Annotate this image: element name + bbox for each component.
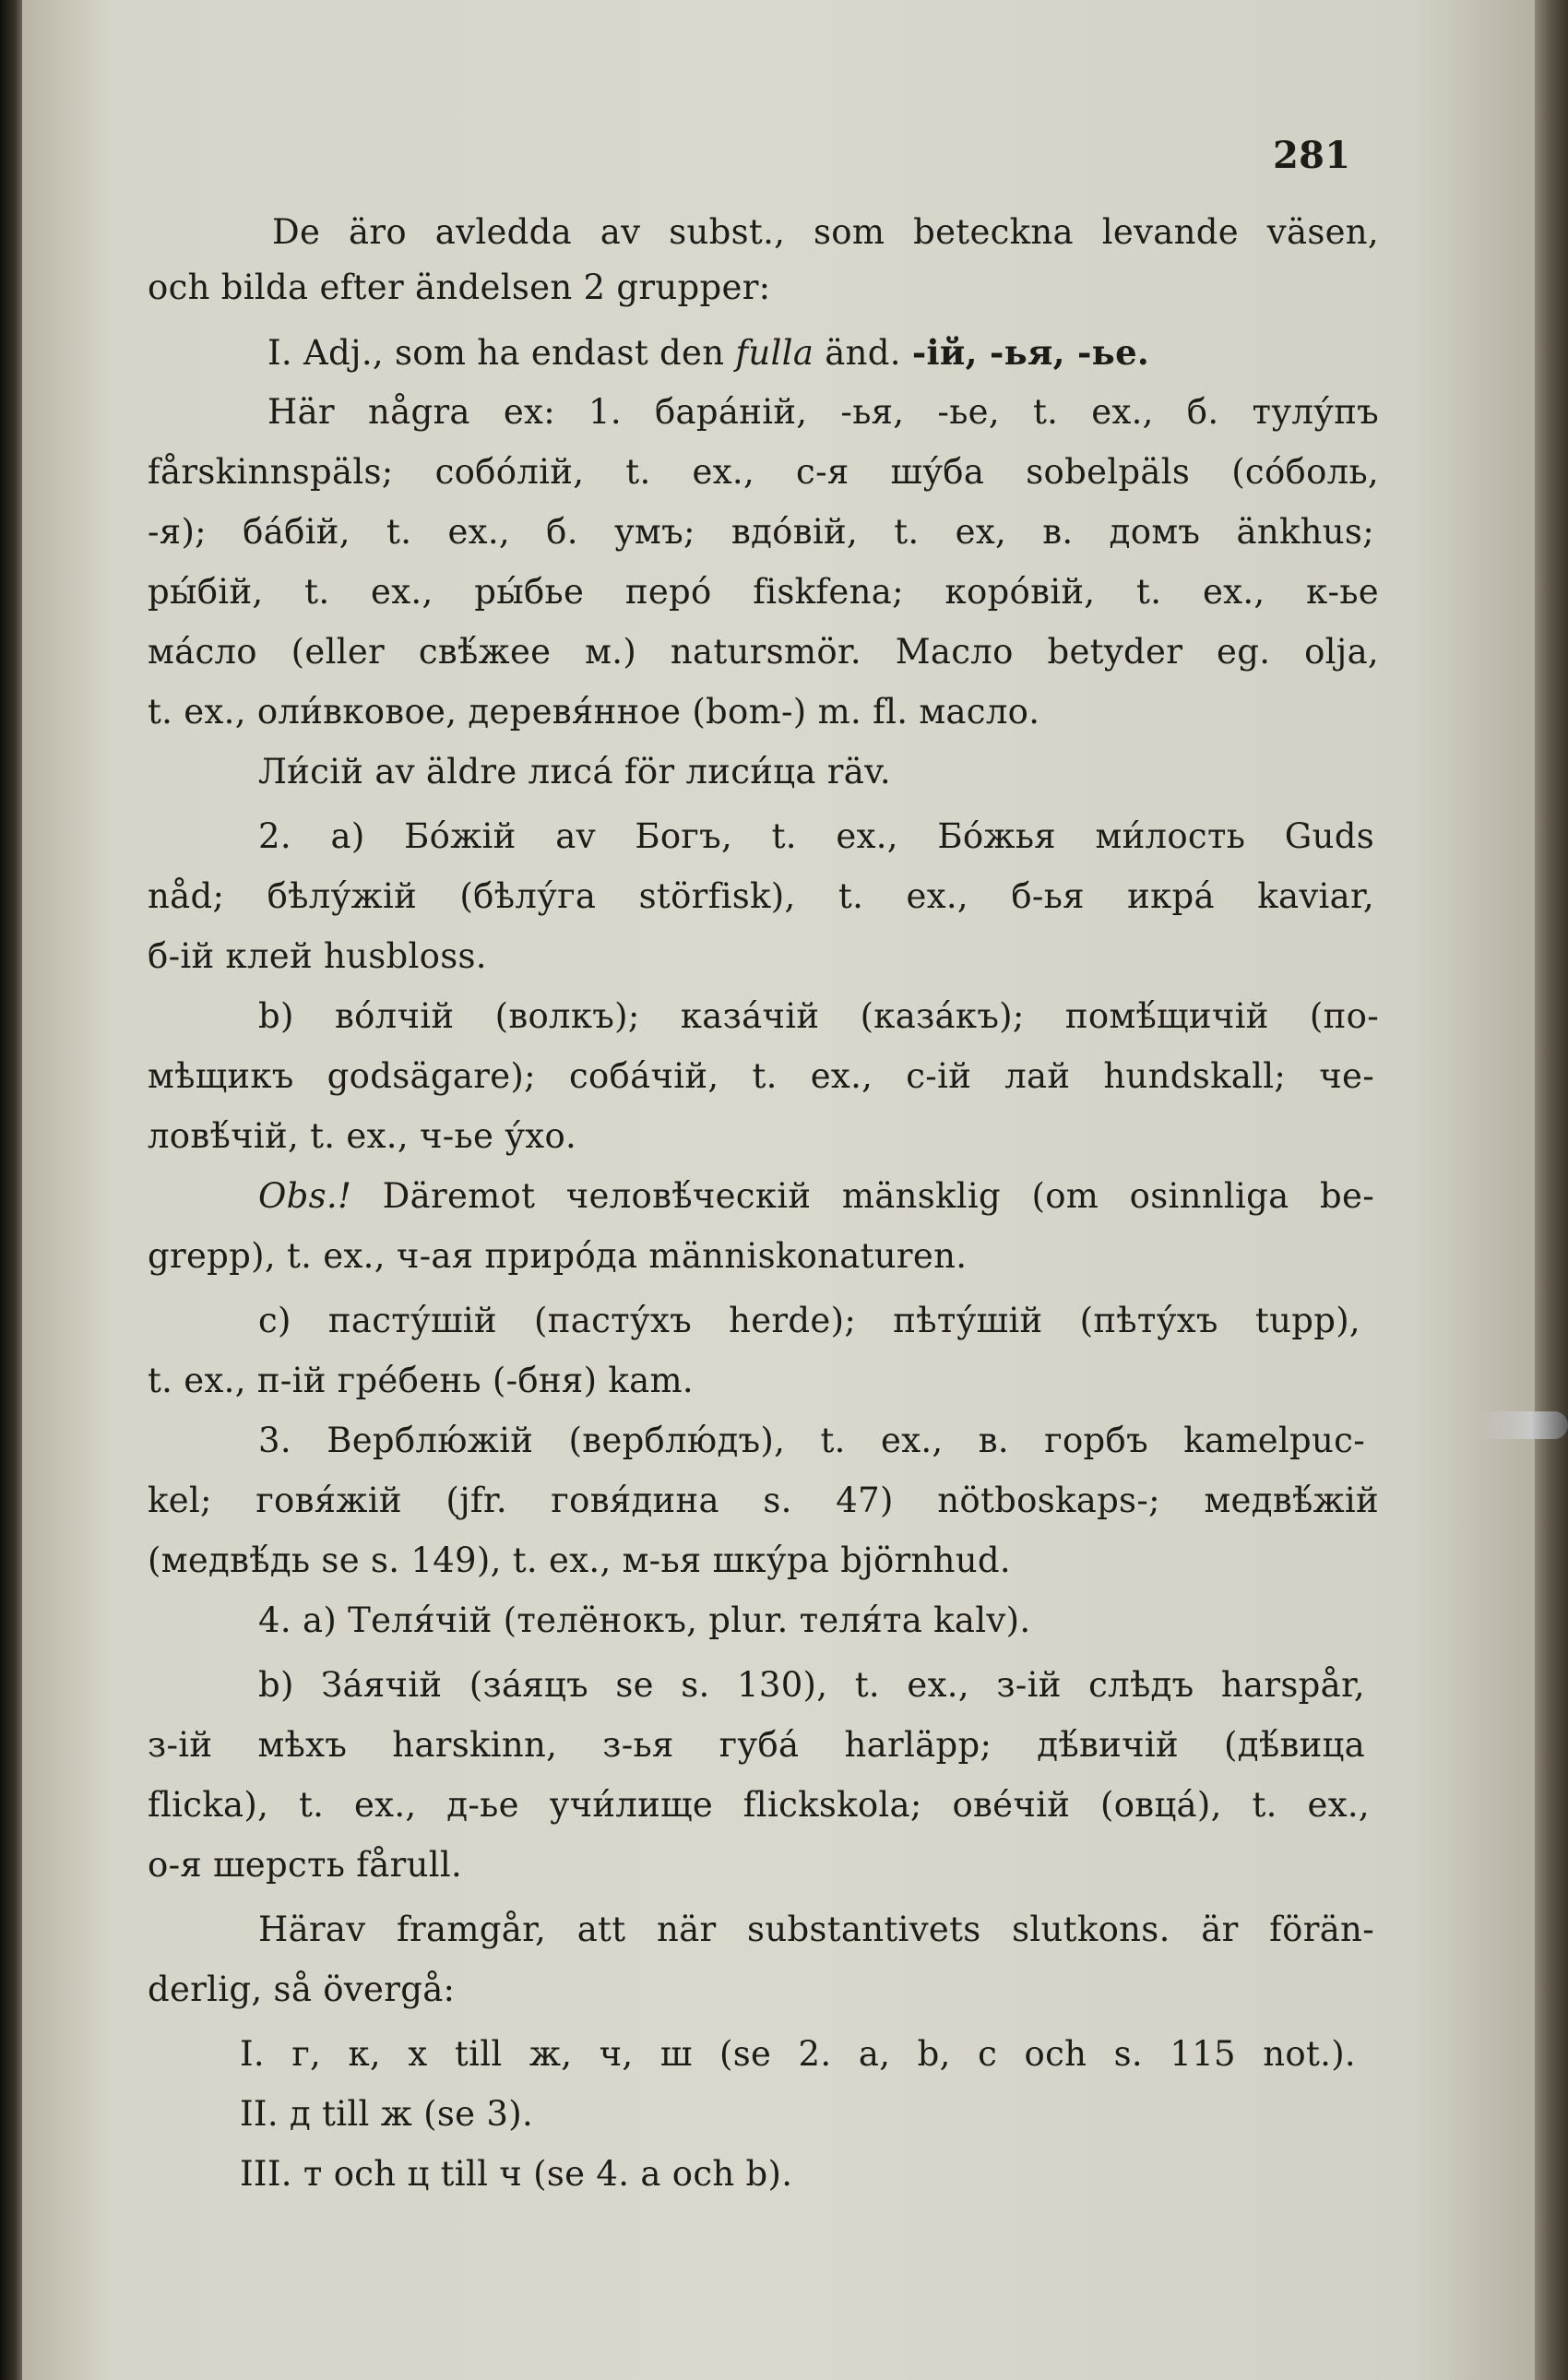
text-line bbox=[240, 2094, 533, 2134]
text-run: och bilda efter ändelsen 2 grupper: bbox=[148, 268, 771, 307]
text-run: (медвѣ́дь se s. 149), t. ex., м-ья шку́ра björnhud. bbox=[148, 1541, 1011, 1580]
text-run: Obs.! bbox=[258, 1176, 352, 1216]
text-run: t. ex., оли́вковое, деревя́нное (bom-) m. fl. масло. bbox=[148, 692, 1040, 732]
text-run: Härav framgår, att när substantivets slutkons. är förän- bbox=[258, 1910, 1374, 1949]
text-line bbox=[148, 512, 1374, 552]
text-line bbox=[148, 1969, 455, 2009]
text-line bbox=[148, 1481, 1379, 1520]
text-run: c) пасту́шій (пасту́хъ herde); пѣту́шій (пѣту́хъ tupp), bbox=[258, 1301, 1360, 1340]
page-number: 281 bbox=[1273, 134, 1351, 177]
text-line bbox=[148, 876, 1374, 916]
text-line bbox=[148, 572, 1379, 612]
text-run: kel; говя́жій (jfr. говя́дина s. 47) nötboskaps-; медвѣ́жій bbox=[148, 1481, 1379, 1520]
text-run: änd. bbox=[814, 333, 912, 373]
text-run: b) За́ячій (за́яцъ se s. 130), t. ex., з-ій слѣдъ harspår, bbox=[258, 1665, 1365, 1705]
text-run: t. ex., п-ій гре́бень (-бня) kam. bbox=[148, 1361, 694, 1400]
text-run: 3. Верблю́жій (верблю́дъ), t. ex., в. горбъ kamelpuc- bbox=[258, 1421, 1365, 1460]
text-run: grepp), t. ex., ч-ая приро́да människonaturen. bbox=[148, 1236, 968, 1276]
text-run: De äro avledda av subst., som beteckna levande väsen, bbox=[272, 212, 1379, 252]
text-run: fårskinnspäls; собо́лій, t. ex., с-я шу́ба sobelpäls (со́боль, bbox=[148, 452, 1379, 492]
text-line bbox=[272, 212, 1379, 252]
text-run: fulla bbox=[735, 333, 814, 373]
text-line bbox=[258, 1601, 1030, 1640]
text-run: б-ій клей husbloss. bbox=[148, 936, 487, 976]
text-line bbox=[258, 752, 891, 791]
text-line bbox=[148, 1361, 694, 1400]
text-run: з-ій мѣхъ harskinn, з-ья губа́ harläpp; дѣ́вичій (дѣ́вица bbox=[148, 1725, 1365, 1765]
text-run: III. т och ц till ч (se 4. a och b). bbox=[240, 2154, 793, 2194]
text-line bbox=[148, 692, 1039, 732]
text-run: -я); ба́бій, t. ex., б. умъ; вдо́вій, t. ex, в. домъ änkhus; bbox=[148, 512, 1374, 552]
text-run: Här några ex: 1. бара́ній, -ья, -ье, t. ex., б. тулу́пъ bbox=[267, 392, 1379, 432]
text-run: 4. a) Теля́чій (телёнокъ, plur. теля́та kalv). bbox=[258, 1601, 1031, 1640]
text-line bbox=[148, 1725, 1365, 1765]
text-line bbox=[258, 1301, 1360, 1340]
text-line bbox=[258, 816, 1374, 856]
text-line bbox=[148, 1056, 1374, 1096]
text-run: I. Adj., som ha endast den bbox=[267, 333, 736, 373]
text-line bbox=[148, 936, 487, 976]
text-run: Ли́сій av äldre лиса́ för лиси́ца räv. bbox=[258, 752, 891, 791]
text-line bbox=[148, 1845, 462, 1885]
text-run: ловѣ́чій, t. ex., ч-ье у́хо. bbox=[148, 1116, 577, 1156]
text-line bbox=[148, 452, 1379, 492]
text-line bbox=[258, 1665, 1365, 1705]
text-line bbox=[258, 1421, 1365, 1460]
text-run: мѣщикъ godsägare); соба́чій, t. ex., с-ій лай hundskall; че- bbox=[148, 1056, 1374, 1096]
text-line bbox=[148, 1541, 1011, 1580]
text-run: Däremot человѣ́ческій mänsklig (om osinnliga be- bbox=[351, 1176, 1374, 1216]
text-run: о-я шерсть fårull. bbox=[148, 1845, 463, 1885]
text-line bbox=[148, 1236, 967, 1276]
text-line bbox=[148, 1116, 576, 1156]
text-line bbox=[267, 392, 1379, 432]
text-line bbox=[258, 1176, 1374, 1216]
text-line bbox=[240, 2154, 792, 2194]
text-run: 2. a) Бо́жій av Богъ, t. ex., Бо́жья ми́лость Guds bbox=[258, 816, 1374, 856]
text-run: nåd; бѣлу́жій (бѣлу́га störfisk), t. ex., б-ья икра́ kaviar, bbox=[148, 876, 1374, 916]
text-run: ма́сло (eller свѣ́жее м.) natursmör. Масло betyder eg. olja, bbox=[148, 632, 1379, 672]
text-run: I. г, к, х till ж, ч, ш (se 2. a, b, c och s. 115 not.). bbox=[240, 2034, 1356, 2074]
text-run: derlig, så övergå: bbox=[148, 1969, 456, 2009]
text-run: II. д till ж (se 3). bbox=[240, 2094, 534, 2134]
text-line bbox=[148, 632, 1379, 672]
text-line bbox=[148, 268, 770, 307]
text-run: flicka), t. ex., д-ье учи́лище flickskola; ове́чій (овца́), t. ex., bbox=[148, 1785, 1370, 1825]
text-line bbox=[267, 332, 1149, 373]
text-run: ры́бій, t. ex., ры́бье перо́ fiskfena; коро́вій, t. ex., к-ье bbox=[148, 572, 1379, 612]
text-line bbox=[148, 1785, 1370, 1825]
text-run: -ій, -ья, -ье. bbox=[911, 332, 1150, 373]
text-line bbox=[258, 1910, 1374, 1949]
text-line bbox=[258, 996, 1379, 1036]
text-run: b) во́лчій (волкъ); каза́чій (каза́къ); помѣ́щичій (по- bbox=[258, 996, 1379, 1036]
text-line bbox=[240, 2034, 1356, 2074]
